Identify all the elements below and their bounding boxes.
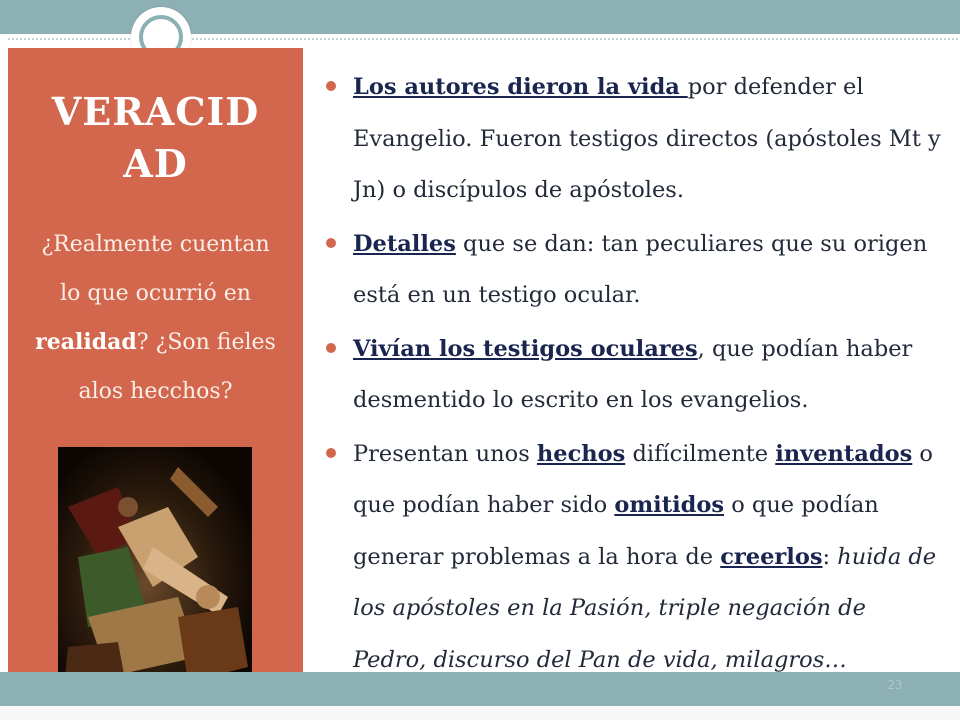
slide-question [28, 220, 283, 416]
bullet-item [324, 324, 944, 427]
question-part2: ? ¿Son fieles alos hecchos? [78, 330, 276, 404]
crucifixion-painting [58, 447, 252, 696]
bullet-dot-icon [326, 448, 336, 458]
footer-strip [0, 706, 960, 720]
question-part1: ¿Realmente cuentan lo que ocurrió en [41, 232, 270, 306]
bullet-text: Presentan unos [353, 440, 537, 467]
bullet-dot-icon [326, 343, 336, 353]
bottom-band [0, 672, 960, 706]
bullet-highlight: inventados [775, 440, 913, 467]
bullet-text: que se dan: tan peculiares que su origen está en un testigo ocular. [353, 230, 928, 308]
bullet-italic: huida de los apóstoles en la Pasión, triple negación de Pedro, discurso del Pan de vida, milagros… [353, 543, 937, 673]
slide-title [8, 86, 303, 190]
bullet-list [324, 62, 944, 688]
bullet-highlight: Detalles [353, 230, 456, 257]
bullet-item [324, 429, 944, 687]
bullet-text: o que podían generar problemas a la hora de [353, 492, 879, 570]
bullet-highlight: hechos [536, 440, 626, 467]
bullet-dot-icon [326, 238, 336, 248]
slide-title-line2: AD [123, 141, 188, 186]
bullet-text: difícilmente [625, 440, 776, 467]
page-number: 23 [887, 678, 903, 692]
bullet-text: o que podían haber sido [353, 440, 933, 518]
bullet-text: : [822, 543, 838, 570]
bullet-highlight: Vivían los testigos oculares [353, 335, 698, 362]
bullet-highlight: Los autores dieron la vida [353, 74, 688, 100]
bullet-item [324, 62, 944, 217]
bullet-dot-icon [326, 81, 336, 91]
bullet-text: , que podían haber desmentido lo escrito en los evangelios. [353, 335, 913, 413]
bullet-highlight: creerlos [720, 543, 823, 570]
slide-title-line1: VERACID [51, 89, 260, 134]
question-bold: realidad [35, 329, 137, 355]
painting-image [58, 447, 252, 696]
bullet-item [324, 219, 944, 322]
bullet-highlight: omitidos [614, 492, 725, 518]
bullet-text: por defender el Evangelio. Fueron testigos directos (apóstoles Mt y Jn) o discípulos de apóstoles. [353, 74, 941, 203]
